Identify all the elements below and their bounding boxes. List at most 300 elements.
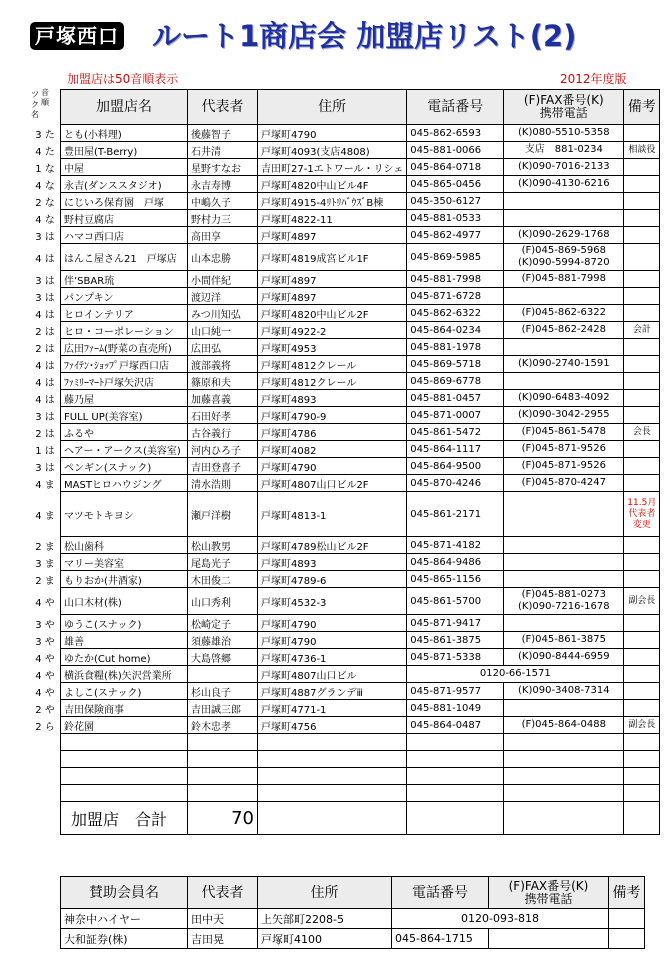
phone: 045-871-4182 xyxy=(407,537,504,554)
member-name: 広田ﾌｧｰﾑ(野菜の直売所) xyxy=(61,339,188,356)
kana-label: 3 は xyxy=(35,293,55,304)
table-row xyxy=(61,537,660,554)
fax-mobile: (K)090-3042-2955 xyxy=(504,407,624,424)
fax-mobile xyxy=(504,492,624,537)
member-name: 野村豆腐店 xyxy=(61,210,188,227)
note: 相談役 xyxy=(624,142,660,159)
member-name: ﾌｧﾐﾘｰﾏｰﾄ戸塚矢沢店 xyxy=(61,373,188,390)
fax-mobile xyxy=(504,571,624,588)
table-row xyxy=(61,424,660,441)
rep-name: 古谷義行 xyxy=(188,424,258,441)
table-row xyxy=(61,441,660,458)
empty-cell xyxy=(258,734,407,751)
phone: 045-871-9417 xyxy=(407,615,504,632)
address: 戸塚町4736-1 xyxy=(258,649,407,666)
phone: 045-861-5700 xyxy=(407,588,504,615)
rep-name: 山口純一 xyxy=(188,322,258,339)
table-row xyxy=(61,142,660,159)
empty-cell xyxy=(188,734,258,751)
member-name: 横浜食糧(株)矢沢営業所 xyxy=(61,666,188,683)
kana-label: 2 ら xyxy=(35,722,55,733)
rep-name: 清水浩則 xyxy=(188,475,258,492)
member-name: MASTヒロハウジング xyxy=(61,475,188,492)
table-row xyxy=(61,271,660,288)
table-row xyxy=(61,322,660,339)
address: 戸塚町4820中山ビル4F xyxy=(258,176,407,193)
empty-cell xyxy=(61,734,188,751)
total-empty-cell xyxy=(407,802,504,835)
note xyxy=(624,339,660,356)
rep-name: 広田弘 xyxy=(188,339,258,356)
total-label: 加盟店 合計 xyxy=(61,802,188,835)
phone: 045-865-0456 xyxy=(407,176,504,193)
fax-mobile: (F)045-871-9526 xyxy=(504,441,624,458)
kana-label: 4 や xyxy=(35,671,55,682)
note: 副会長 xyxy=(624,588,660,615)
note xyxy=(624,125,660,142)
col-header-address: 住所 xyxy=(258,877,392,909)
kana-label: 2 や xyxy=(35,705,55,716)
note xyxy=(624,356,660,373)
note xyxy=(624,407,660,424)
member-name: 吉田保険商事 xyxy=(61,700,188,717)
table-row xyxy=(61,649,660,666)
phone: 045-869-5985 xyxy=(407,244,504,271)
blank-row xyxy=(61,734,660,751)
total-empty-cell xyxy=(504,802,624,835)
empty-cell xyxy=(407,734,504,751)
phone: 045-871-6728 xyxy=(407,288,504,305)
supporter-table-header xyxy=(61,877,645,909)
rep-name: 中嶋久子 xyxy=(188,193,258,210)
empty-cell xyxy=(504,768,624,785)
note xyxy=(624,373,660,390)
address: 戸塚町4790 xyxy=(258,632,407,649)
kana-header-char: 名 xyxy=(31,110,39,119)
kana-label: 4 は xyxy=(35,310,55,321)
member-table xyxy=(60,89,660,835)
kana-label: 3 ま xyxy=(35,559,55,570)
member-name: ハマコ西口店 xyxy=(61,227,188,244)
table-row xyxy=(61,666,660,683)
address: 戸塚町4822-11 xyxy=(258,210,407,227)
phone: 045-864-1715 xyxy=(392,929,489,949)
supporter-name: 大和証券(株) xyxy=(61,929,188,949)
member-table-header xyxy=(61,90,660,125)
address: 戸塚町4082 xyxy=(258,441,407,458)
fax-mobile: (K)090-2740-1591 xyxy=(504,356,624,373)
kana-label: 3 は xyxy=(35,232,55,243)
edition-label: 2012年度版 xyxy=(560,72,627,86)
address: 戸塚町4100 xyxy=(258,929,392,949)
rep-name: 石田好孝 xyxy=(188,407,258,424)
fax-mobile: (K)090-7016-2133 xyxy=(504,159,624,176)
table-row xyxy=(61,683,660,700)
member-name: 雄善 xyxy=(61,632,188,649)
empty-cell xyxy=(188,768,258,785)
phone: 045-881-0457 xyxy=(407,390,504,407)
member-name: とも(小料理) xyxy=(61,125,188,142)
note xyxy=(624,176,660,193)
kana-header-char: 音 xyxy=(41,88,49,97)
fax-mobile: (F)045-862-6322 xyxy=(504,305,624,322)
rep-name: 永吉寿博 xyxy=(188,176,258,193)
address: 戸塚町4812クレール xyxy=(258,356,407,373)
address: 戸塚町4813-1 xyxy=(258,492,407,537)
rep-name: 田中天 xyxy=(188,909,258,929)
address: 戸塚町4756 xyxy=(258,717,407,734)
member-name: FULL UP(美容室) xyxy=(61,407,188,424)
member-name: ゆうこ(スナック) xyxy=(61,615,188,632)
empty-cell xyxy=(258,768,407,785)
fax-mobile: 0120-66-1571 xyxy=(407,666,624,683)
total-empty-cell xyxy=(258,802,407,835)
phone: 045-864-9500 xyxy=(407,458,504,475)
fax-mobile xyxy=(504,615,624,632)
member-name: 松山歯科 xyxy=(61,537,188,554)
empty-cell xyxy=(624,751,660,768)
phone: 0120-093-818 xyxy=(392,909,609,929)
col-header-notes: 備考 xyxy=(609,877,645,909)
table-row xyxy=(61,407,660,424)
rep-name: 吉田誠三郎 xyxy=(188,700,258,717)
rep-name: 山本忠勝 xyxy=(188,244,258,271)
kana-label: 4 は xyxy=(35,361,55,372)
table-row xyxy=(61,571,660,588)
empty-cell xyxy=(504,751,624,768)
note xyxy=(624,288,660,305)
empty-cell xyxy=(407,768,504,785)
supporter-row xyxy=(61,929,645,949)
address: 戸塚町4789松山ビル2F xyxy=(258,537,407,554)
phone: 045-864-1117 xyxy=(407,441,504,458)
rep-name: 吉田登喜子 xyxy=(188,458,258,475)
rep-name: 野村力三 xyxy=(188,210,258,227)
kana-label: 4 な xyxy=(35,181,55,192)
total-count: 70 xyxy=(188,802,258,835)
member-name: 伴’SBAR琉 xyxy=(61,271,188,288)
kana-label: 2 は xyxy=(35,344,55,355)
rep-name: 木田俊二 xyxy=(188,571,258,588)
empty-cell xyxy=(624,785,660,802)
phone: 045-862-6593 xyxy=(407,125,504,142)
col-header-fax: (F)FAX番号(K) 携帯電話 xyxy=(489,877,609,909)
kana-label: 3 や xyxy=(35,637,55,648)
fax-mobile: (F)045-881-7998 xyxy=(504,271,624,288)
fax-mobile xyxy=(504,554,624,571)
empty-cell xyxy=(61,768,188,785)
address: 戸塚町4953 xyxy=(258,339,407,356)
table-row xyxy=(61,615,660,632)
rep-name: 尾島光子 xyxy=(188,554,258,571)
empty-cell xyxy=(61,751,188,768)
table-row xyxy=(61,588,660,615)
note xyxy=(624,666,660,683)
table-row xyxy=(61,373,660,390)
rep-name: 石井清 xyxy=(188,142,258,159)
phone: 045-871-0007 xyxy=(407,407,504,424)
table-row xyxy=(61,227,660,244)
note xyxy=(624,571,660,588)
member-name: 中屋 xyxy=(61,159,188,176)
member-name: よしこ(スナック) xyxy=(61,683,188,700)
fax-mobile xyxy=(504,339,624,356)
empty-cell xyxy=(407,751,504,768)
kana-label: 4 な xyxy=(35,215,55,226)
phone: 045-871-5338 xyxy=(407,649,504,666)
kana-label: 4 ま xyxy=(35,511,55,522)
col-header-notes: 備考 xyxy=(624,90,660,125)
rep-name: 須藤雄治 xyxy=(188,632,258,649)
note xyxy=(624,700,660,717)
member-name: 鈴花園 xyxy=(61,717,188,734)
note xyxy=(624,441,660,458)
phone: 045-864-0234 xyxy=(407,322,504,339)
note xyxy=(624,475,660,492)
empty-cell xyxy=(188,751,258,768)
table-row xyxy=(61,193,660,210)
phone: 045-881-0533 xyxy=(407,210,504,227)
rep-name: 松崎定子 xyxy=(188,615,258,632)
col-header-fax: (F)FAX番号(K) 携帯電話 xyxy=(504,90,624,125)
rep-name: 渡辺洋 xyxy=(188,288,258,305)
col-header-rep: 代表者 xyxy=(188,877,258,909)
note xyxy=(624,649,660,666)
address: 戸塚町4790 xyxy=(258,125,407,142)
phone: 045-862-4977 xyxy=(407,227,504,244)
kana-header-char: ク xyxy=(31,100,39,109)
member-name: ヒロインテリア xyxy=(61,305,188,322)
phone: 045-862-6322 xyxy=(407,305,504,322)
kana-header-char: 順 xyxy=(41,98,49,107)
empty-cell xyxy=(624,734,660,751)
kana-label: 4 や xyxy=(35,598,55,609)
table-row xyxy=(61,125,660,142)
address: 戸塚町4820中山ビル2F xyxy=(258,305,407,322)
kana-label: 2 な xyxy=(35,198,55,209)
rep-name: 松山教男 xyxy=(188,537,258,554)
col-header-phone: 電話番号 xyxy=(392,877,489,909)
phone: 045-864-9486 xyxy=(407,554,504,571)
note xyxy=(624,683,660,700)
note xyxy=(624,305,660,322)
empty-cell xyxy=(61,785,188,802)
empty-cell xyxy=(188,785,258,802)
rep-name xyxy=(188,666,258,683)
phone: 045-869-6778 xyxy=(407,373,504,390)
note xyxy=(624,632,660,649)
empty-cell xyxy=(504,785,624,802)
sort-note: 加盟店は50音順表示 xyxy=(67,72,179,86)
fax-mobile xyxy=(504,700,624,717)
address: 戸塚町4807山口ビル2F xyxy=(258,475,407,492)
kana-label: 1 は xyxy=(35,446,55,457)
table-row xyxy=(61,159,660,176)
table-row xyxy=(61,458,660,475)
rep-name: 星野すなお xyxy=(188,159,258,176)
phone: 045-881-1049 xyxy=(407,700,504,717)
fax-mobile: (K)090-6483-4092 xyxy=(504,390,624,407)
member-name: 山口木材(株) xyxy=(61,588,188,615)
member-name: 藤乃屋 xyxy=(61,390,188,407)
kana-label: 4 た xyxy=(35,147,55,158)
note xyxy=(624,390,660,407)
table-row xyxy=(61,700,660,717)
kana-label: 1 な xyxy=(35,164,55,175)
supporter-row xyxy=(61,909,645,929)
address: 戸塚町4897 xyxy=(258,271,407,288)
note xyxy=(624,615,660,632)
fax-mobile xyxy=(504,193,624,210)
address: 戸塚町4887グランデⅲ xyxy=(258,683,407,700)
note xyxy=(624,193,660,210)
address: 戸塚町4790-9 xyxy=(258,407,407,424)
col-header-phone: 電話番号 xyxy=(407,90,504,125)
address: 戸塚町4812クレール xyxy=(258,373,407,390)
rep-name: 篠原和夫 xyxy=(188,373,258,390)
fax-mobile: (K)090-8444-6959 xyxy=(504,649,624,666)
phone: 045-861-2171 xyxy=(407,492,504,537)
member-name: ﾌｧｲﾃﾝ･ｼｮｯﾌﾟ戸塚西口店 xyxy=(61,356,188,373)
table-row xyxy=(61,475,660,492)
note: 副会長 xyxy=(624,717,660,734)
rep-name: みつ川知弘 xyxy=(188,305,258,322)
col-header-supporter-name: 賛助会員名 xyxy=(61,877,188,909)
fax-mobile xyxy=(504,373,624,390)
note xyxy=(609,929,645,949)
fax-mobile: (K)090-4130-6216 xyxy=(504,176,624,193)
phone: 045-865-1156 xyxy=(407,571,504,588)
address: 戸塚町4093(支店4808) xyxy=(258,142,407,159)
empty-cell xyxy=(407,785,504,802)
member-name: 永吉(ダンススタジオ) xyxy=(61,176,188,193)
blank-row xyxy=(61,751,660,768)
fax-mobile: (F)045-861-3875 xyxy=(504,632,624,649)
fax-mobile: (F)045-861-5478 xyxy=(504,424,624,441)
address: 戸塚町4893 xyxy=(258,554,407,571)
phone: 045-881-0066 xyxy=(407,142,504,159)
kana-label: 4 は xyxy=(35,395,55,406)
address: 戸塚町4786 xyxy=(258,424,407,441)
fax-mobile: (F)045-870-4247 xyxy=(504,475,624,492)
member-name: マリー美容室 xyxy=(61,554,188,571)
table-row xyxy=(61,339,660,356)
note xyxy=(624,458,660,475)
rep-name: 加藤喜義 xyxy=(188,390,258,407)
phone: 045-350-6127 xyxy=(407,193,504,210)
empty-cell xyxy=(624,768,660,785)
rep-name: 後藤智子 xyxy=(188,125,258,142)
note xyxy=(624,210,660,227)
kana-label: 3 た xyxy=(35,130,55,141)
note xyxy=(624,244,660,271)
rep-name: 鈴木忠孝 xyxy=(188,717,258,734)
member-name: もりおか(井酒家) xyxy=(61,571,188,588)
member-name: ペンギン(スナック) xyxy=(61,458,188,475)
table-row xyxy=(61,305,660,322)
member-name: にじいろ保育園 戸塚 xyxy=(61,193,188,210)
col-header-rep: 代表者 xyxy=(188,90,258,125)
note xyxy=(609,909,645,929)
kana-label: 2 は xyxy=(35,429,55,440)
table-row xyxy=(61,390,660,407)
rep-name: 高田享 xyxy=(188,227,258,244)
fax-mobile: (F)045-871-9526 xyxy=(504,458,624,475)
kana-label: 4 ま xyxy=(35,480,55,491)
fax-mobile xyxy=(504,288,624,305)
member-name: はんこ屋さん21 戸塚店 xyxy=(61,244,188,271)
phone: 045-881-7998 xyxy=(407,271,504,288)
note xyxy=(624,227,660,244)
kana-label: 4 は xyxy=(35,254,55,265)
fax-mobile: 支店 881-0234 xyxy=(504,142,624,159)
kana-label: 3 は xyxy=(35,412,55,423)
supporter-table xyxy=(60,876,645,949)
note xyxy=(624,537,660,554)
total-row xyxy=(61,802,660,835)
kana-order-header xyxy=(30,88,60,122)
fax-mobile: (F)045-864-0488 xyxy=(504,717,624,734)
address: 戸塚町4771-1 xyxy=(258,700,407,717)
phone: 045-864-0487 xyxy=(407,717,504,734)
blank-row xyxy=(61,785,660,802)
address: 戸塚町4922-2 xyxy=(258,322,407,339)
phone: 045-871-9577 xyxy=(407,683,504,700)
fax-mobile xyxy=(504,210,624,227)
note: 会長 xyxy=(624,424,660,441)
page-title: ルート1商店会 加盟店リスト(2) xyxy=(152,19,577,53)
fax-mobile: (F)045-881-0273 (K)090-7216-1678 xyxy=(504,588,624,615)
fax-mobile: (K)080-5510-5358 xyxy=(504,125,624,142)
address: 戸塚町4790 xyxy=(258,458,407,475)
fax-mobile: (F)045-862-2428 xyxy=(504,322,624,339)
empty-cell xyxy=(258,751,407,768)
table-row xyxy=(61,288,660,305)
address: 戸塚町4807山口ビル xyxy=(258,666,407,683)
rep-name: 山口秀利 xyxy=(188,588,258,615)
empty-cell xyxy=(504,734,624,751)
kana-label: 3 は xyxy=(35,463,55,474)
total-empty-cell xyxy=(624,802,660,835)
rep-name: 大島啓郷 xyxy=(188,649,258,666)
area-badge: 戸塚西口 xyxy=(30,22,124,50)
table-row xyxy=(61,554,660,571)
address: 戸塚町4915-4ﾘﾄﾘﾊﾞｳｽﾞB棟 xyxy=(258,193,407,210)
address: 戸塚町4897 xyxy=(258,288,407,305)
phone: 045-861-5472 xyxy=(407,424,504,441)
kana-label: 4 や xyxy=(35,688,55,699)
col-header-address: 住所 xyxy=(258,90,407,125)
table-row xyxy=(61,356,660,373)
address: 戸塚町4893 xyxy=(258,390,407,407)
rep-name: 杉山良子 xyxy=(188,683,258,700)
member-name: パンプキン xyxy=(61,288,188,305)
supporter-name: 神奈中ハイヤー xyxy=(61,909,188,929)
fax-mobile xyxy=(504,537,624,554)
kana-label: 3 や xyxy=(35,620,55,631)
kana-label: 2 ま xyxy=(35,576,55,587)
note: 会計 xyxy=(624,322,660,339)
fax-mobile xyxy=(489,929,609,949)
rep-name: 渡部義将 xyxy=(188,356,258,373)
kana-header-char: ツ xyxy=(31,90,39,99)
rep-name: 小間伴紀 xyxy=(188,271,258,288)
kana-label: 3 は xyxy=(35,276,55,287)
member-name: ふるや xyxy=(61,424,188,441)
rep-name: 吉田晃 xyxy=(188,929,258,949)
address: 戸塚町4897 xyxy=(258,227,407,244)
address: 戸塚町4790 xyxy=(258,615,407,632)
